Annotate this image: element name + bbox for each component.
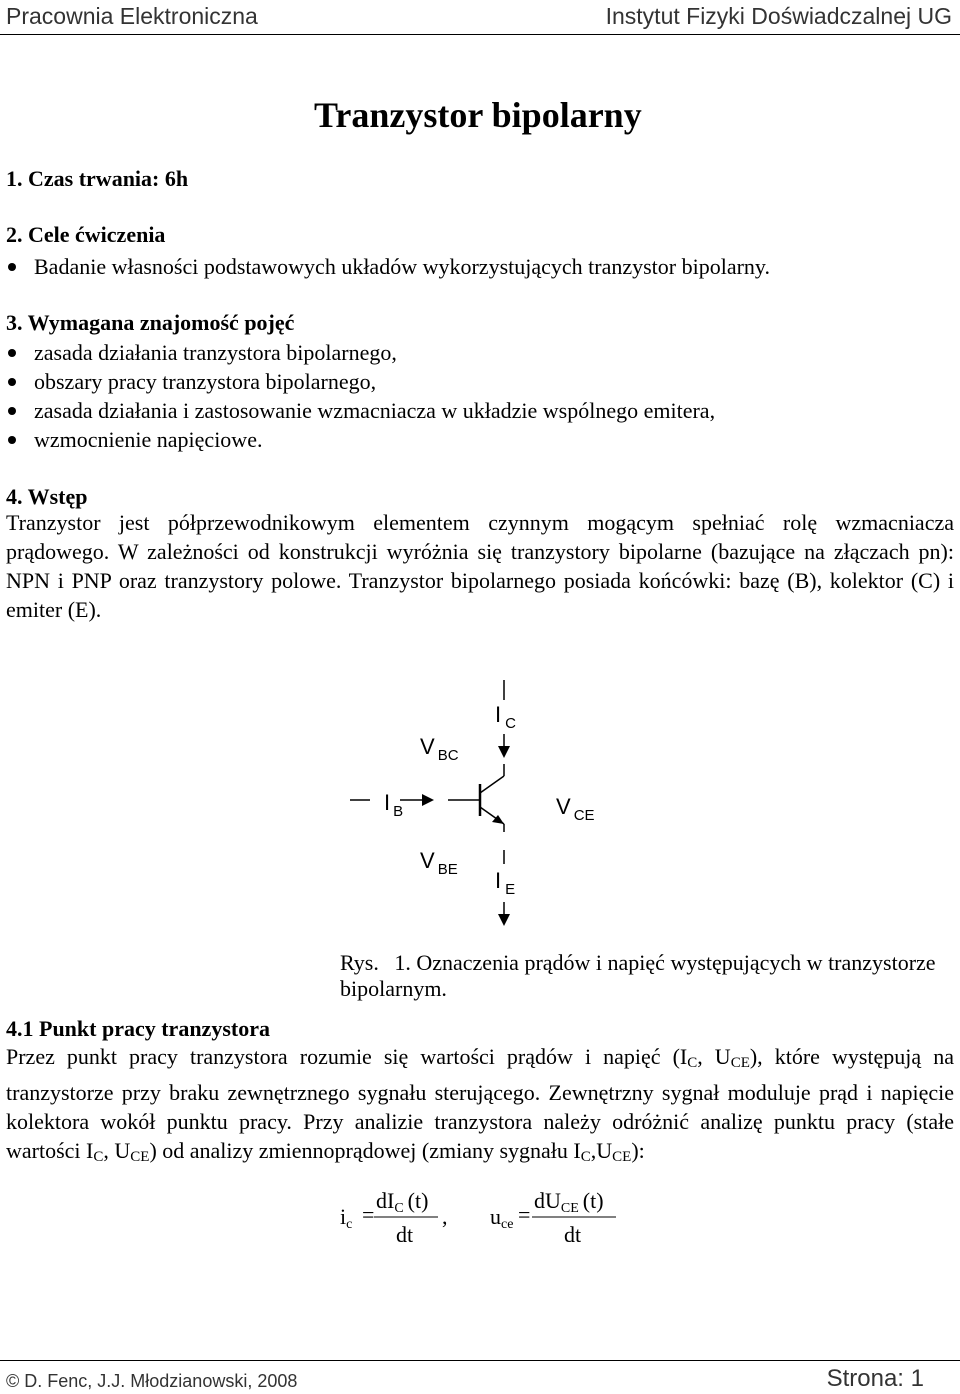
- footer-page-number: Strona: 1: [826, 1365, 924, 1392]
- header-institute-name: Instytut Fizyki Doświadczalnej UG: [605, 3, 952, 29]
- section-3-list: [0, 340, 715, 456]
- figure-caption: [340, 950, 960, 1002]
- list-item: zasada działania i zastosowanie wzmacniacza w układzie wspólnego emitera,: [0, 398, 715, 427]
- ie-label: I $_E$: [495, 868, 516, 898]
- page-footer: [0, 1360, 960, 1394]
- eq-separator: ,: [442, 1204, 448, 1229]
- vce-label: V $_{CE}$: [556, 794, 595, 824]
- eq1-numerator: dIC (t): [376, 1188, 429, 1216]
- section-3-heading: 3. Wymagana znajomość pojęć: [6, 310, 295, 335]
- list-item: wzmocnienie napięciowe.: [0, 427, 715, 456]
- section-4-heading: 4. Wstęp: [6, 484, 88, 509]
- section-2-heading: 2. Cele ćwiczenia: [6, 222, 166, 247]
- ib-label: I $_B$: [384, 790, 404, 820]
- list-item: obszary pracy tranzystora bipolarnego,: [0, 369, 715, 398]
- derivative-equations: [330, 1180, 630, 1250]
- caption-number: 1.: [394, 950, 411, 975]
- section-1-heading: 1. Czas trwania: 6h: [6, 166, 189, 191]
- eq2-denominator: dt: [564, 1222, 582, 1247]
- eq2-lhs: uce: [490, 1204, 514, 1232]
- vbe-label: V $_{BE}$: [420, 848, 458, 878]
- page-header: [0, 0, 960, 35]
- collector-line: [480, 776, 504, 793]
- eq2-numerator: dUCE (t): [534, 1188, 604, 1216]
- vbc-label: V $_{BC}$: [420, 734, 459, 764]
- header-lab-name: Pracownia Elektroniczna: [6, 3, 258, 29]
- ic-label: I $_C$: [495, 702, 516, 732]
- section-4-1-paragraph: Przez punkt pracy tranzystora rozumie się wartości prądów i napięć ($I_C$, $U_{CE}$), które występują na tranzystorze przy braku zewnętrznego sygnału sterującego. Zewnętrzny sygnał moduluje prąd i napięcie kolektora wokół punktu pracy. Przy analizie tranzystora należy odróżnić analizę punktu pracy (stałe wartości $I_C$, $U_{CE}$) od analizy zmiennoprądowej (zmiany sygnału $I_C,U_{CE}$):: [6, 1044, 954, 1165]
- list-item: zasada działania tranzystora bipolarnego,: [0, 340, 715, 369]
- ic-arrow-head: [498, 746, 510, 758]
- section-4-1-heading: 4.1 Punkt pracy tranzystora: [6, 1016, 270, 1041]
- ie-arrow-head: [498, 914, 510, 926]
- eq1-lhs: ic: [340, 1204, 353, 1232]
- document-title: Tranzystor bipolarny: [314, 95, 642, 135]
- list-item: Badanie własności podstawowych układów wykorzystujących tranzystor bipolarny.: [0, 254, 770, 283]
- caption-text: Oznaczenia prądów i napięć występujących w tranzystorze bipolarnym.: [340, 950, 936, 1001]
- transistor-figure: [340, 680, 640, 935]
- footer-copyright: © D. Fenc, J.J. Młodzianowski, 2008: [6, 1371, 298, 1391]
- eq1-equals: =: [362, 1202, 375, 1227]
- eq1-denominator: dt: [396, 1222, 414, 1247]
- npn-transistor-diagram: [340, 680, 640, 930]
- section-4-paragraph: Tranzystor jest półprzewodnikowym elementem czynnym mogącym spełniać rolę wzmacniacza prądowego. W zależności od konstrukcji wyróżnia się tranzystory bipolarne (bazujące na złączach pn): NPN i PNP oraz tranzystory polowe. Tranzystor bipolarnego posiada końcówki: bazę (B), kolektor (C) i emiter (E).: [6, 510, 954, 622]
- eq2-equals: =: [518, 1202, 531, 1227]
- ib-arrow-head: [422, 794, 434, 806]
- caption-prefix: Rys.: [340, 950, 379, 975]
- section-2-list: [0, 254, 770, 283]
